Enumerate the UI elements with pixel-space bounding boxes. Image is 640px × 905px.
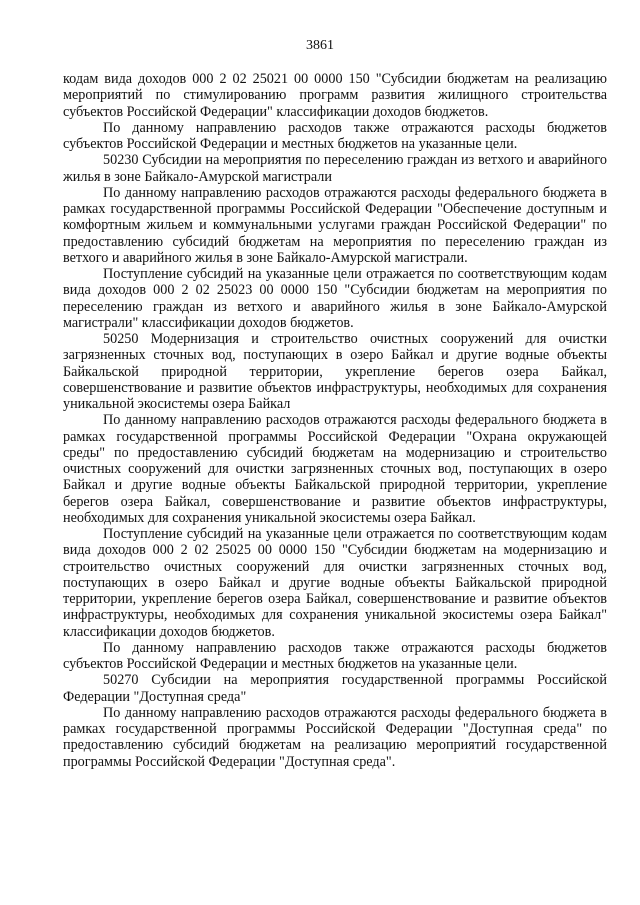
- paragraph: По данному направлению расходов отражаются расходы федерального бюджета в рамках государственной программы Российской Федерации "Обеспечение доступным и комфортным жильем и коммунальными услугами граждан Российской Федерации" по предоставлению субсидий бюджетам на мероприятия по переселению граждан из ветхого и аварийного жилья в зоне Байкало-Амурской магистрали.: [63, 184, 607, 266]
- section-heading-50250: 50250 Модернизация и строительство очистных сооружений для очистки загрязненных сточных вод, поступающих в озеро Байкал и другие водные объекты Байкальской природной территории, укрепление берегов озера Байкал, совершенствование и развитие объектов инфраструктуры, необходимых для сохранения уникальной экосистемы озера Байкал: [63, 331, 607, 412]
- document-body: [63, 71, 607, 770]
- page-number: 3861: [306, 38, 334, 53]
- paragraph: По данному направлению расходов также отражаются расходы бюджетов субъектов Российской Федерации и местных бюджетов на указанные цели.: [63, 119, 607, 152]
- section-heading-50230: 50230 Субсидии на мероприятия по переселению граждан из ветхого и аварийного жилья в зоне Байкало-Амурской магистрали: [63, 152, 607, 185]
- paragraph: По данному направлению расходов отражаются расходы федерального бюджета в рамках государственной программы Российской Федерации "Охрана окружающей среды" по предоставлению субсидий бюджетам на модернизацию и строительство очистных сооружений для очистки загрязненных сточных вод, поступающих в озеро Байкал и другие водные объекты Байкальской природной территории, укрепление берегов озера Байкал, совершенствование и развитие объектов инфраструктуры, необходимых для сохранения уникальной экосистемы озера Байкал.: [63, 412, 607, 526]
- paragraph: По данному направлению расходов отражаются расходы федерального бюджета в рамках государственной программы Российской Федерации "Доступная среда" по предоставлению субсидий бюджетам на реализацию мероприятий государственной программы Российской Федерации "Доступная среда".: [63, 704, 607, 770]
- section-heading-50270: 50270 Субсидии на мероприятия государственной программы Российской Федерации "Доступная среда": [63, 672, 607, 705]
- paragraph: По данному направлению расходов также отражаются расходы бюджетов субъектов Российской Федерации и местных бюджетов на указанные цели.: [63, 639, 607, 672]
- paragraph: кодам вида доходов 000 2 02 25021 00 0000 150 "Субсидии бюджетам на реализацию мероприятий по стимулированию программ развития жилищного строительства субъектов Российской Федерации" классификации доходов бюджетов.: [63, 71, 607, 120]
- paragraph: Поступление субсидий на указанные цели отражается по соответствующим кодам вида доходов 000 2 02 25025 00 0000 150 "Субсидии бюджетам на модернизацию и строительство очистных сооружений для очистки загрязненных сточных вод, поступающих в озеро Байкал и другие водные объекты Байкальской природной территории, укрепление берегов озера Байкал, совершенствование и развитие объектов инфраструктуры, необходимых для сохранения уникальной экосистемы озера Байкал" классификации доходов бюджетов.: [63, 526, 607, 640]
- paragraph: Поступление субсидий на указанные цели отражается по соответствующим кодам вида доходов 000 2 02 25023 00 0000 150 "Субсидии бюджетам на мероприятия по переселению граждан из ветхого и аварийного жилья в зоне Байкало-Амурской магистрали" классификации доходов бюджетов.: [63, 266, 607, 331]
